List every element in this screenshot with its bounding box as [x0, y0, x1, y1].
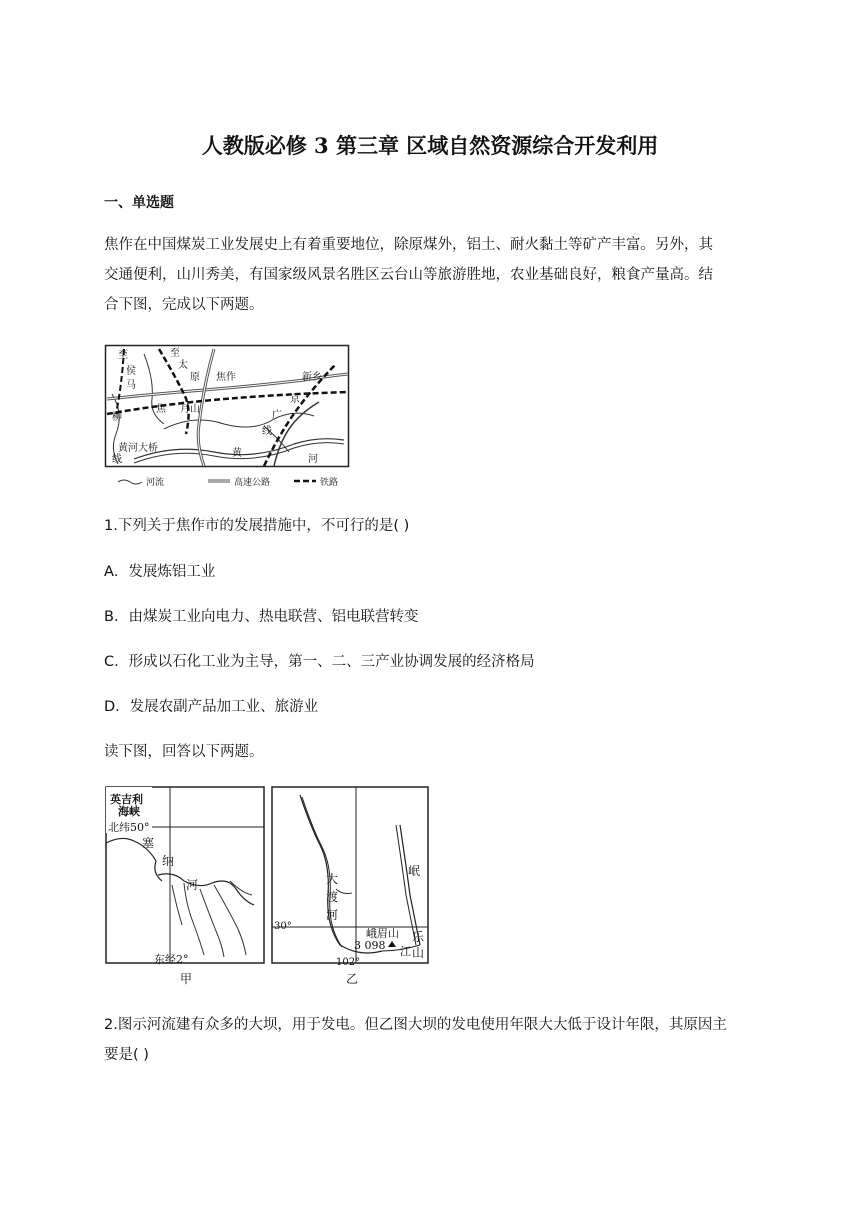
label-emei: 峨眉山 [366, 927, 399, 940]
label-lat50: 北纬50° [108, 821, 150, 834]
label-du: 渡 [326, 890, 339, 904]
intro-line: 合下图，完成以下两题。 [104, 297, 264, 313]
label-bridge: 黄河大桥 [118, 443, 158, 454]
seine-map [104, 785, 268, 989]
option-c: C．形成以石化工业为主导，第一、二、三产业协调发展的经济格局 [104, 654, 535, 670]
dadu-map [270, 785, 434, 989]
label-zhi: 至 [118, 350, 128, 361]
label-le: 乐 [412, 930, 425, 944]
caption-jia: 甲 [180, 972, 193, 986]
legend-river: 河流 [146, 478, 165, 488]
label-jing: 京 [290, 394, 300, 405]
label-xinxiang: 新乡 [302, 372, 322, 383]
label-lon102: 102° [336, 957, 361, 968]
label-hou: 侯 [126, 366, 136, 377]
legend-railway: 铁路 [320, 478, 339, 488]
label-da: 大 [326, 872, 339, 886]
label-jiang: 江 [400, 945, 411, 958]
document-title: 人教版必修 3 第三章 区域自然资源综合开发利用 [201, 133, 659, 158]
label-huang: 黄 [232, 448, 242, 459]
question-2-line: 2.图示河流建有众多的大坝，用于发电。但乙图大坝的发电使用年限大大低于设计年限，其原因主 [104, 1017, 727, 1033]
intro-line: 交通便利，山川秀美，有国家级风景名胜区云台山等旅游胜地，农业基础良好，粮食产量高。结 [104, 267, 713, 283]
label-elevation: 3 098 [354, 939, 386, 952]
label-shan: 山 [412, 946, 425, 960]
label-zhi2: 至 [170, 348, 180, 359]
label-ma: 马 [126, 380, 136, 391]
caption-yi: 乙 [346, 972, 359, 986]
label-strait-2: 海峡 [118, 805, 140, 818]
label-yueshan: 月山 [180, 404, 200, 415]
label-line: 线 [112, 454, 122, 465]
option-b: B．由煤炭工业向电力、热电联营、铝电联营转变 [104, 609, 419, 625]
label-lon2: 东经2° [154, 953, 189, 966]
label-tai: 太 [178, 360, 188, 371]
label-sai: 塞 [142, 836, 155, 850]
intro-line: 焦作在中国煤炭工业发展史上有着重要地位，除原煤外，铝土、耐火黏土等矿产丰富。另外，其 [104, 237, 713, 253]
label-lat30: 30° [274, 921, 292, 932]
option-a: A．发展炼铝工业 [104, 564, 216, 580]
legend-highway: 高速公路 [234, 478, 271, 488]
label-jiaozuo: 焦作 [216, 372, 236, 383]
label-yuan: 原 [190, 372, 200, 383]
intro-paragraph [104, 230, 758, 320]
section-heading: 一、单选题 [104, 195, 174, 211]
option-d: D．发展农副产品加工业、旅游业 [104, 699, 319, 715]
label-min: 岷 [408, 864, 421, 878]
label-na: 纳 [162, 854, 175, 868]
label-guang: 广 [272, 410, 282, 421]
label-he: 河 [308, 454, 318, 465]
label-he-dadu: 河 [326, 908, 339, 922]
label-strait-1: 英吉利 [110, 793, 143, 806]
question-1-stem: 1.下列关于焦作市的发展措施中，不可行的是( ) [104, 518, 410, 534]
question-2-line: 要是( ) [104, 1047, 149, 1063]
jiaozuo-map [104, 344, 354, 490]
label-he-seine: 河 [186, 878, 199, 892]
read-prompt: 读下图，回答以下两题。 [104, 744, 264, 760]
question-2-stem [104, 1010, 758, 1070]
label-jiao: 焦 [156, 404, 166, 415]
label-liu: 柳 [112, 412, 122, 423]
label-xian: 线 [262, 426, 272, 437]
